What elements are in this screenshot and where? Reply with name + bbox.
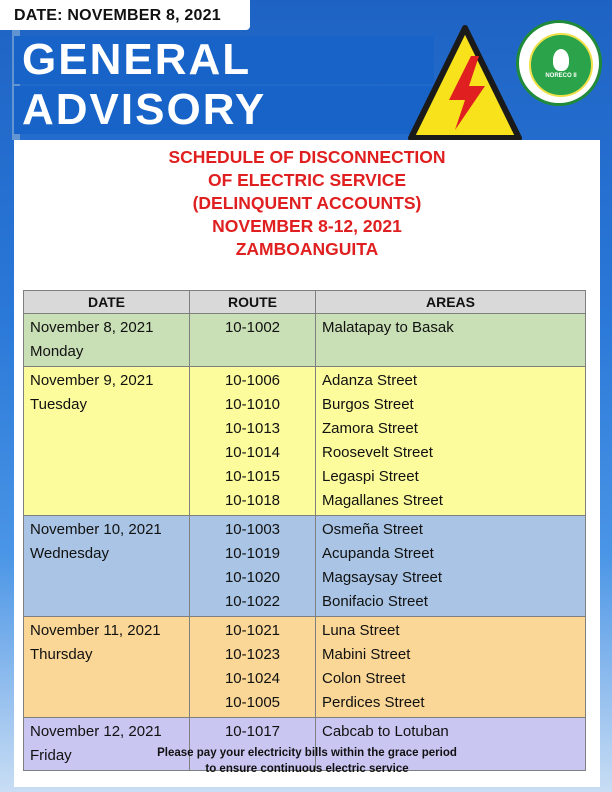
route-code: 10-1022 <box>224 593 281 610</box>
logo-name: NORECO II <box>545 73 577 79</box>
area-cell <box>316 617 586 718</box>
heading-line-2: OF ELECTRIC SERVICE <box>207 170 407 190</box>
route-code: 10-1019 <box>224 545 281 562</box>
date-text: November 10, 2021 <box>30 521 162 538</box>
date-text: November 12, 2021 <box>30 723 162 740</box>
route-code: 10-1010 <box>224 396 281 413</box>
date-cell <box>24 617 190 718</box>
date-text: November 11, 2021 <box>30 622 161 639</box>
title-general: GENERAL <box>22 35 252 84</box>
date-cell <box>24 367 190 516</box>
table-row <box>24 367 586 516</box>
route-code: 10-1013 <box>224 420 281 437</box>
route-code: 10-1015 <box>224 468 281 485</box>
disconnection-schedule-table <box>23 290 586 771</box>
route-code: 10-1006 <box>224 372 281 389</box>
area-name: Magsaysay Street <box>322 569 443 586</box>
area-cell <box>316 516 586 617</box>
area-name: Cabcab to Lotuban <box>322 723 449 740</box>
day-text: Friday <box>30 747 72 764</box>
area-name: Adanza Street <box>322 372 418 389</box>
high-voltage-warning-icon <box>405 20 525 150</box>
header-date: DATE <box>24 291 190 314</box>
route-cell <box>190 617 316 718</box>
table-row <box>24 617 586 718</box>
area-name: Mabini Street <box>322 646 411 663</box>
footer-line-1: Please pay your electricity bills within the grace period <box>157 747 457 759</box>
header-route: ROUTE <box>190 291 316 314</box>
area-name: Zamora Street <box>322 420 418 437</box>
area-name: Colon Street <box>322 670 406 687</box>
payment-reminder <box>14 745 600 777</box>
area-name: Burgos Street <box>322 396 414 413</box>
area-name: Malatapay to Basak <box>322 319 454 336</box>
area-name: Luna Street <box>322 622 400 639</box>
area-cell <box>316 314 586 367</box>
route-cell <box>190 367 316 516</box>
route-cell <box>190 516 316 617</box>
date-cell <box>24 314 190 367</box>
schedule-heading <box>14 146 600 261</box>
day-text: Tuesday <box>30 396 87 413</box>
cooperative-logo <box>516 20 602 106</box>
route-cell <box>190 314 316 367</box>
advisory-date: DATE: NOVEMBER 8, 2021 <box>14 7 221 24</box>
day-text: Monday <box>30 343 84 360</box>
area-name: Roosevelt Street <box>322 444 433 461</box>
area-name: Osmeña Street <box>322 521 423 538</box>
area-cell <box>316 367 586 516</box>
heading-line-5: ZAMBOANGUITA <box>235 239 379 259</box>
header-areas: AREAS <box>316 291 586 314</box>
area-name: Bonifacio Street <box>322 593 428 610</box>
logo-emblem <box>529 33 593 97</box>
footer-line-2: to ensure continuous electric service <box>205 763 409 775</box>
lightbulb-icon <box>553 49 569 71</box>
route-code: 10-1014 <box>224 444 281 461</box>
table-row <box>24 516 586 617</box>
route-code: 10-1017 <box>224 723 281 740</box>
heading-line-3: (DELINQUENT ACCOUNTS) <box>192 193 422 213</box>
day-text: Wednesday <box>30 545 109 562</box>
route-code: 10-1020 <box>224 569 281 586</box>
route-code: 10-1018 <box>224 492 281 509</box>
route-code: 10-1024 <box>224 670 281 687</box>
area-name: Legaspi Street <box>322 468 419 485</box>
table-header-row <box>24 291 586 314</box>
route-code: 10-1021 <box>224 622 281 639</box>
route-code: 10-1005 <box>224 694 281 711</box>
area-name: Acupanda Street <box>322 545 434 562</box>
date-bar <box>0 0 250 30</box>
route-code: 10-1003 <box>224 521 281 538</box>
date-cell <box>24 516 190 617</box>
area-name: Magallanes Street <box>322 492 443 509</box>
area-name: Perdices Street <box>322 694 425 711</box>
route-code: 10-1023 <box>224 646 281 663</box>
route-code: 10-1002 <box>224 319 281 336</box>
day-text: Thursday <box>30 646 93 663</box>
heading-line-4: NOVEMBER 8-12, 2021 <box>212 216 402 236</box>
table-row <box>24 314 586 367</box>
date-text: November 8, 2021 <box>30 319 154 336</box>
heading-line-1: SCHEDULE OF DISCONNECTION <box>168 147 446 167</box>
title-advisory: ADVISORY <box>22 85 267 134</box>
date-text: November 9, 2021 <box>30 372 154 389</box>
